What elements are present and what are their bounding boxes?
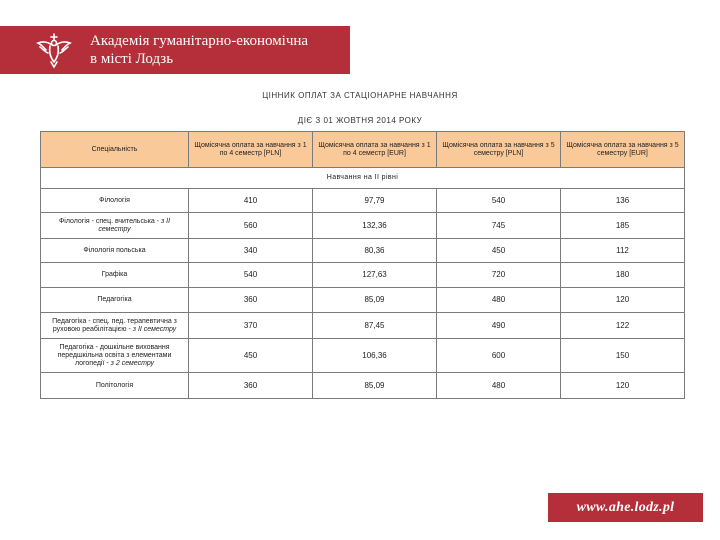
value-cell: 490 [437, 313, 561, 339]
value-cell: 120 [561, 288, 685, 313]
value-cell: 410 [189, 189, 313, 213]
specialty-name: Педагогіка - дошкільне виховання передшкільна освіта з елементами логопедії - [57, 343, 172, 367]
column-header: Щомісячна оплата за навчання з 1 по 4 семестр [EUR] [313, 132, 437, 168]
value-cell: 745 [437, 213, 561, 239]
value-cell: 370 [189, 313, 313, 339]
specialty-name: Педагогіка [97, 296, 132, 303]
specialty-name: Філологія - спец. вчительська - [58, 217, 159, 225]
section-row [41, 168, 685, 189]
table-row [41, 313, 685, 339]
value-cell: 106,36 [313, 339, 437, 373]
value-cell: 132,36 [313, 213, 437, 239]
value-cell: 560 [189, 213, 313, 239]
table-row [41, 339, 685, 373]
eagle-crest-icon [34, 30, 74, 70]
value-cell: 180 [561, 263, 685, 288]
value-cell: 87,45 [313, 313, 437, 339]
specialty-name: Філологія польська [83, 246, 146, 254]
specialty-note: з II семестру [98, 217, 171, 233]
specialty-cell [41, 313, 189, 339]
specialty-cell [41, 213, 189, 239]
column-header: Щомісячна оплата за навчання з 1 по 4 семестр [PLN] [189, 132, 313, 168]
specialty-name: Політологія [95, 381, 134, 389]
value-cell: 450 [437, 239, 561, 263]
value-cell: 480 [437, 373, 561, 399]
specialty-note: з II семестру [132, 325, 177, 333]
column-header: Щомісячна оплата за навчання з 5 семестру [EUR] [561, 132, 685, 168]
table-row [41, 373, 685, 399]
value-cell: 480 [437, 288, 561, 313]
specialty-note: з 2 семестру [110, 359, 155, 367]
value-cell: 360 [189, 288, 313, 313]
value-cell: 120 [561, 373, 685, 399]
value-cell: 540 [437, 189, 561, 213]
value-cell: 450 [189, 339, 313, 373]
table-row [41, 239, 685, 263]
page-title: ЦІННИК ОПЛАТ ЗА СТАЦІОНАРНЕ НАВЧАННЯ [262, 91, 458, 100]
specialty-name: Педагогіка - спец. пед. терапевтична з руховою реабілітацією - [52, 317, 177, 333]
page-subtitle: ДІЄ З 01 ЖОВТНЯ 2014 РОКУ [297, 116, 423, 125]
value-cell: 136 [561, 189, 685, 213]
value-cell: 720 [437, 263, 561, 288]
specialty-cell [41, 189, 189, 213]
specialty-cell [41, 263, 189, 288]
value-cell: 185 [561, 213, 685, 239]
header-banner [0, 26, 350, 74]
column-header: Щомісячна оплата за навчання з 5 семестру [PLN] [437, 132, 561, 168]
fee-table [40, 131, 685, 399]
table-row [41, 189, 685, 213]
academy-name-line2: в місті Лодзь [90, 51, 174, 67]
specialty-name: Філологія [99, 196, 130, 204]
value-cell: 540 [189, 263, 313, 288]
value-cell: 112 [561, 239, 685, 263]
specialty-cell [41, 239, 189, 263]
website-link[interactable]: www.ahe.lodz.pl [548, 493, 703, 522]
specialty-cell [41, 339, 189, 373]
value-cell: 85,09 [313, 373, 437, 399]
academy-name-line1: Академія гуманітарно-економічна [90, 33, 309, 49]
value-cell: 97,79 [313, 189, 437, 213]
table-row [41, 263, 685, 288]
value-cell: 127,63 [313, 263, 437, 288]
table-row [41, 288, 685, 313]
column-header: Спеціальність [41, 132, 189, 168]
specialty-name: Графіка [101, 271, 128, 278]
specialty-cell [41, 373, 189, 399]
section-title: Навчання на II рівні [41, 168, 685, 189]
value-cell: 80,36 [313, 239, 437, 263]
table-row [41, 213, 685, 239]
value-cell: 360 [189, 373, 313, 399]
academy-name [90, 32, 308, 68]
table-header-row [41, 132, 685, 168]
value-cell: 340 [189, 239, 313, 263]
value-cell: 600 [437, 339, 561, 373]
value-cell: 122 [561, 313, 685, 339]
value-cell: 150 [561, 339, 685, 373]
specialty-cell [41, 288, 189, 313]
value-cell: 85,09 [313, 288, 437, 313]
